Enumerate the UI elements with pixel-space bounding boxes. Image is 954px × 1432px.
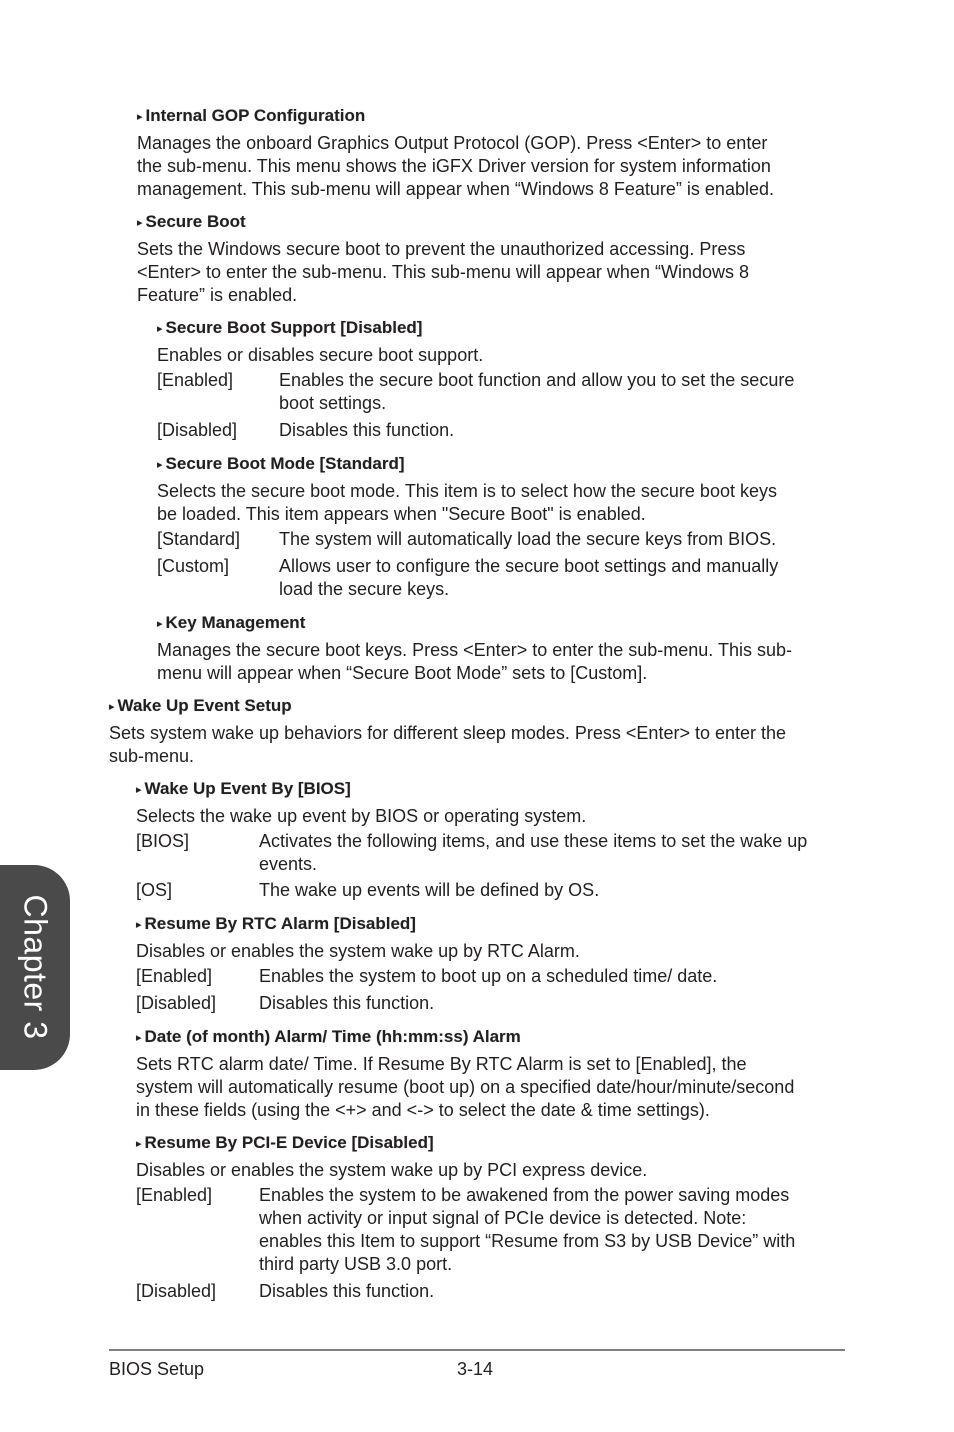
section-heading <box>136 913 580 936</box>
option-row <box>157 555 779 599</box>
option-description <box>259 992 434 1015</box>
triangle-bullet-icon: ▸ <box>137 217 143 229</box>
triangle-bullet-icon: ▸ <box>109 701 115 713</box>
triangle-bullet-icon: ▸ <box>157 618 163 630</box>
option-key: [Disabled] <box>136 993 217 1013</box>
section-body-line: Selects the secure boot mode. This item is to select how the secure boot keys <box>157 481 777 501</box>
section-heading-text: Key Management <box>165 613 306 632</box>
section-body-line: management. This sub-menu will appear when “Windows 8 Feature” is enabled. <box>137 179 774 199</box>
section-heading <box>136 1132 647 1155</box>
section <box>157 453 777 526</box>
option-description-line: Enables the system to be awakened from the power saving modes <box>259 1185 790 1205</box>
section-body-line: the sub-menu. This menu shows the iGFX Driver version for system information <box>137 156 771 176</box>
section-heading <box>137 211 749 234</box>
section <box>157 612 792 685</box>
option-description-line: events. <box>259 854 318 874</box>
option-description-line: boot settings. <box>279 393 387 413</box>
section-body-line: system will automatically resume (boot up) on a specified date/hour/minute/second <box>136 1077 795 1097</box>
option-key: [Enabled] <box>136 1185 213 1205</box>
triangle-bullet-icon: ▸ <box>136 1138 142 1150</box>
section-heading-text: Wake Up Event By [BIOS] <box>144 779 351 798</box>
option-description-line: Enables the secure boot function and allow you to set the secure <box>279 370 795 390</box>
section-heading-text: Resume By RTC Alarm [Disabled] <box>144 914 416 933</box>
section-body-line: in these fields (using the <+> and <-> to select the date & time settings). <box>136 1100 710 1120</box>
chapter-tab-label: Chapter 3 <box>17 894 54 1040</box>
section <box>109 695 786 768</box>
option-row <box>136 1280 435 1303</box>
option-key: [Enabled] <box>136 966 213 986</box>
section-heading <box>136 1026 794 1049</box>
section-body-line: Disables or enables the system wake up by RTC Alarm. <box>136 941 580 961</box>
option-description <box>259 830 807 876</box>
section-heading <box>109 695 786 718</box>
footer-page-number: 3-14 <box>457 1359 494 1379</box>
section-body-line: Feature” is enabled. <box>137 285 298 305</box>
section-body-line: Manages the onboard Graphics Output Protocol (GOP). Press <Enter> to enter <box>137 133 768 153</box>
footer-title: BIOS Setup <box>109 1359 205 1379</box>
section-heading-text: Date (of month) Alarm/ Time (hh:mm:ss) Alarm <box>144 1027 521 1046</box>
section-body-line: menu will appear when “Secure Boot Mode” sets to [Custom]. <box>157 663 648 683</box>
option-key: [BIOS] <box>136 831 190 851</box>
option-description-line: The wake up events will be defined by OS. <box>259 880 600 900</box>
option-row <box>157 528 777 551</box>
option-description <box>259 1184 795 1276</box>
section-body-line: Selects the wake up event by BIOS or operating system. <box>136 806 587 826</box>
option-description-line: Activates the following items, and use these items to set the wake up <box>259 831 808 851</box>
section-body-line: Sets the Windows secure boot to prevent the unauthorized accessing. Press <box>137 239 746 259</box>
triangle-bullet-icon: ▸ <box>136 784 142 796</box>
footer-rule <box>109 1349 845 1351</box>
triangle-bullet-icon: ▸ <box>136 919 142 931</box>
section-body-line: Enables or disables secure boot support. <box>157 345 484 365</box>
option-description <box>259 1280 434 1303</box>
triangle-bullet-icon: ▸ <box>137 111 143 123</box>
section <box>136 913 580 963</box>
section <box>136 1026 794 1122</box>
option-row <box>136 992 435 1015</box>
option-description-line: third party USB 3.0 port. <box>259 1254 453 1274</box>
option-description <box>279 369 794 415</box>
option-row <box>136 830 808 874</box>
option-description-line: Disables this function. <box>259 993 435 1013</box>
section-heading-text: Internal GOP Configuration <box>145 106 366 125</box>
section-heading <box>157 317 483 340</box>
section-heading <box>137 105 774 128</box>
triangle-bullet-icon: ▸ <box>157 323 163 335</box>
section <box>136 1132 647 1182</box>
option-row <box>157 369 795 413</box>
option-description-line: load the secure keys. <box>279 579 450 599</box>
option-key: [Disabled] <box>136 1281 217 1301</box>
section-body-line: Disables or enables the system wake up by PCI express device. <box>136 1160 648 1180</box>
triangle-bullet-icon: ▸ <box>136 1032 142 1044</box>
option-row <box>136 1184 796 1274</box>
option-row <box>157 419 455 442</box>
section-body-line: be loaded. This item appears when "Secure Boot" is enabled. <box>157 504 646 524</box>
triangle-bullet-icon: ▸ <box>157 459 163 471</box>
option-key: [Standard] <box>157 529 241 549</box>
option-description <box>279 528 776 551</box>
option-description-line: enables this Item to support “Resume from S3 by USB Device” with <box>259 1231 796 1251</box>
option-description-line: Enables the system to boot up on a scheduled time/ date. <box>259 966 718 986</box>
section-heading <box>157 453 777 476</box>
section <box>136 778 586 828</box>
option-description-line: The system will automatically load the secure keys from BIOS. <box>279 529 777 549</box>
option-row <box>136 965 718 988</box>
section <box>137 211 749 307</box>
option-key: [Disabled] <box>157 420 238 440</box>
section-body-line: sub-menu. <box>109 746 195 766</box>
section <box>137 105 774 201</box>
section-heading-text: Secure Boot Mode [Standard] <box>165 454 405 473</box>
option-description-line: Disables this function. <box>259 1281 435 1301</box>
option-description-line: when activity or input signal of PCIe device is detected. Note: <box>259 1208 747 1228</box>
option-description-line: Disables this function. <box>279 420 455 440</box>
section-body-line: Sets RTC alarm date/ Time. If Resume By RTC Alarm is set to [Enabled], the <box>136 1054 747 1074</box>
option-key: [Enabled] <box>157 370 234 390</box>
section-heading-text: Wake Up Event Setup <box>117 696 292 715</box>
option-key: [OS] <box>136 880 173 900</box>
section-body-line: <Enter> to enter the sub-menu. This sub-menu will appear when “Windows 8 <box>137 262 749 282</box>
section <box>157 317 483 367</box>
section-body-line: Sets system wake up behaviors for different sleep modes. Press <Enter> to enter the <box>109 723 787 743</box>
section-body-line: Manages the secure boot keys. Press <Enter> to enter the sub-menu. This sub- <box>157 640 793 660</box>
option-description-line: Allows user to configure the secure boot settings and manually <box>279 556 779 576</box>
option-row <box>136 879 600 902</box>
option-key: [Custom] <box>157 556 230 576</box>
section-heading-text: Secure Boot Support [Disabled] <box>165 318 423 337</box>
option-description <box>279 419 454 442</box>
section-heading-text: Secure Boot <box>145 212 246 231</box>
option-description <box>259 879 599 902</box>
option-description <box>259 965 717 988</box>
option-description <box>279 555 778 601</box>
section-heading <box>157 612 792 635</box>
section-heading <box>136 778 586 801</box>
section-heading-text: Resume By PCI-E Device [Disabled] <box>144 1133 434 1152</box>
